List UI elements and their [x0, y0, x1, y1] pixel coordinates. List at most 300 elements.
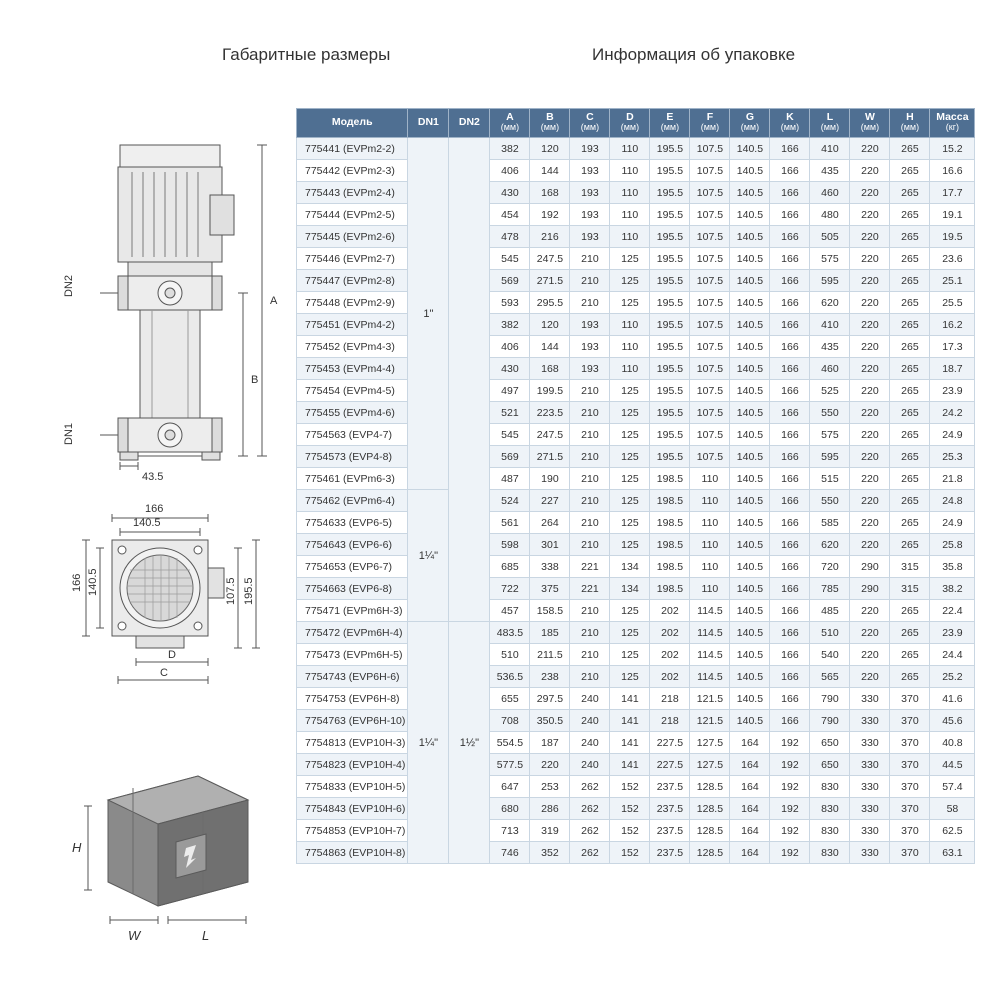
- cell-l: 435: [810, 336, 850, 358]
- cell-c: 240: [570, 732, 610, 754]
- cell-f: 121.5: [690, 688, 730, 710]
- cell-w: 220: [850, 402, 890, 424]
- cell-dn2: 1½": [449, 622, 490, 864]
- table-row: [297, 402, 975, 424]
- cell-l: 480: [810, 204, 850, 226]
- cell-b: 216: [530, 226, 570, 248]
- th-model: Модель: [297, 109, 408, 138]
- cell-model: 7754633 (EVP6-5): [297, 512, 408, 534]
- cell-l: 510: [810, 622, 850, 644]
- cell-mass: 24.9: [930, 424, 975, 446]
- page-title-packaging: Информация об упаковке: [592, 45, 796, 64]
- cell-b: 120: [530, 138, 570, 160]
- label-195-5: 195.5: [243, 577, 255, 605]
- cell-k: 166: [770, 578, 810, 600]
- cell-h: 265: [890, 644, 930, 666]
- cell-w: 220: [850, 622, 890, 644]
- cell-e: 237.5: [650, 842, 690, 864]
- cell-mass: 44.5: [930, 754, 975, 776]
- cell-e: 198.5: [650, 490, 690, 512]
- cell-l: 410: [810, 314, 850, 336]
- cell-e: 237.5: [650, 798, 690, 820]
- cell-l: 505: [810, 226, 850, 248]
- cell-l: 595: [810, 446, 850, 468]
- cell-mass: 58: [930, 798, 975, 820]
- cell-k: 166: [770, 226, 810, 248]
- cell-a: 483.5: [490, 622, 530, 644]
- cell-l: 620: [810, 292, 850, 314]
- cell-g: 140.5: [730, 138, 770, 160]
- cell-e: 202: [650, 622, 690, 644]
- cell-model: 7754823 (EVP10H-4): [297, 754, 408, 776]
- cell-h: 265: [890, 402, 930, 424]
- cell-b: 190: [530, 468, 570, 490]
- cell-w: 330: [850, 776, 890, 798]
- table-row: [297, 798, 975, 820]
- table-row: [297, 644, 975, 666]
- cell-g: 140.5: [730, 710, 770, 732]
- cell-d: 134: [610, 556, 650, 578]
- cell-a: 382: [490, 314, 530, 336]
- cell-l: 585: [810, 512, 850, 534]
- cell-k: 166: [770, 292, 810, 314]
- cell-a: 430: [490, 182, 530, 204]
- cell-d: 125: [610, 380, 650, 402]
- th-h: H (мм): [890, 109, 930, 138]
- cell-l: 790: [810, 710, 850, 732]
- cell-b: 319: [530, 820, 570, 842]
- cell-b: 199.5: [530, 380, 570, 402]
- table-body: [297, 138, 975, 864]
- cell-f: 110: [690, 490, 730, 512]
- cell-a: 406: [490, 336, 530, 358]
- cell-model: 775443 (EVPm2-4): [297, 182, 408, 204]
- cell-k: 166: [770, 160, 810, 182]
- cell-h: 265: [890, 292, 930, 314]
- cell-dn1: 1¼": [408, 622, 449, 864]
- cell-k: 166: [770, 710, 810, 732]
- cell-mass: 17.3: [930, 336, 975, 358]
- cell-g: 140.5: [730, 248, 770, 270]
- cell-g: 140.5: [730, 534, 770, 556]
- cell-model: 775454 (EVPm4-5): [297, 380, 408, 402]
- cell-model: 7754573 (EVP4-8): [297, 446, 408, 468]
- cell-f: 107.5: [690, 314, 730, 336]
- cell-d: 110: [610, 138, 650, 160]
- cell-e: 195.5: [650, 424, 690, 446]
- cell-model: 775442 (EVPm2-3): [297, 160, 408, 182]
- cell-f: 114.5: [690, 666, 730, 688]
- cell-w: 220: [850, 446, 890, 468]
- label-W: W: [128, 928, 141, 943]
- cell-l: 650: [810, 754, 850, 776]
- cell-d: 125: [610, 446, 650, 468]
- label-DN1: DN1: [63, 422, 75, 445]
- cell-g: 140.5: [730, 666, 770, 688]
- cell-d: 125: [610, 248, 650, 270]
- table-row: [297, 270, 975, 292]
- cell-h: 265: [890, 512, 930, 534]
- cell-c: 193: [570, 226, 610, 248]
- cell-l: 485: [810, 600, 850, 622]
- label-140-5-left: 140.5: [87, 568, 99, 596]
- cell-l: 525: [810, 380, 850, 402]
- cell-l: 650: [810, 732, 850, 754]
- cell-b: 192: [530, 204, 570, 226]
- cell-c: 221: [570, 556, 610, 578]
- cell-l: 720: [810, 556, 850, 578]
- table-row: [297, 160, 975, 182]
- cell-b: 168: [530, 182, 570, 204]
- cell-w: 220: [850, 358, 890, 380]
- cell-k: 166: [770, 468, 810, 490]
- cell-mass: 22.4: [930, 600, 975, 622]
- cell-e: 237.5: [650, 776, 690, 798]
- cell-b: 338: [530, 556, 570, 578]
- specifications-table: [296, 108, 975, 864]
- table-row: [297, 182, 975, 204]
- cell-d: 125: [610, 490, 650, 512]
- cell-d: 110: [610, 182, 650, 204]
- cell-g: 164: [730, 820, 770, 842]
- cell-e: 198.5: [650, 512, 690, 534]
- cell-l: 830: [810, 842, 850, 864]
- cell-mass: 18.7: [930, 358, 975, 380]
- cell-k: 192: [770, 842, 810, 864]
- cell-k: 192: [770, 820, 810, 842]
- cell-d: 110: [610, 204, 650, 226]
- cell-c: 210: [570, 468, 610, 490]
- cell-h: 315: [890, 578, 930, 600]
- cell-f: 110: [690, 534, 730, 556]
- cell-c: 210: [570, 600, 610, 622]
- cell-h: 265: [890, 600, 930, 622]
- cell-h: 265: [890, 534, 930, 556]
- cell-mass: 62.5: [930, 820, 975, 842]
- cell-d: 125: [610, 270, 650, 292]
- cell-a: 510: [490, 644, 530, 666]
- cell-d: 152: [610, 776, 650, 798]
- cell-d: 125: [610, 622, 650, 644]
- cell-model: 7754853 (EVP10H-7): [297, 820, 408, 842]
- cell-l: 830: [810, 820, 850, 842]
- cell-b: 286: [530, 798, 570, 820]
- table-row: [297, 534, 975, 556]
- cell-w: 290: [850, 578, 890, 600]
- cell-c: 221: [570, 578, 610, 600]
- cell-f: 107.5: [690, 182, 730, 204]
- cell-b: 247.5: [530, 424, 570, 446]
- cell-f: 107.5: [690, 204, 730, 226]
- cell-f: 107.5: [690, 138, 730, 160]
- cell-model: 775473 (EVPm6H-5): [297, 644, 408, 666]
- cell-model: 7754753 (EVP6H-8): [297, 688, 408, 710]
- cell-g: 164: [730, 798, 770, 820]
- cell-l: 565: [810, 666, 850, 688]
- cell-e: 218: [650, 710, 690, 732]
- cell-h: 265: [890, 270, 930, 292]
- cell-g: 164: [730, 842, 770, 864]
- cell-c: 193: [570, 336, 610, 358]
- cell-w: 220: [850, 160, 890, 182]
- cell-f: 107.5: [690, 336, 730, 358]
- cell-mass: 16.2: [930, 314, 975, 336]
- cell-k: 166: [770, 446, 810, 468]
- cell-model: 7754813 (EVP10H-3): [297, 732, 408, 754]
- cell-e: 195.5: [650, 336, 690, 358]
- cell-l: 830: [810, 798, 850, 820]
- cell-a: 497: [490, 380, 530, 402]
- cell-c: 240: [570, 688, 610, 710]
- th-dn2: DN2: [449, 109, 490, 138]
- cell-e: 195.5: [650, 248, 690, 270]
- table-row: [297, 556, 975, 578]
- cell-k: 166: [770, 556, 810, 578]
- cell-e: 195.5: [650, 358, 690, 380]
- cell-w: 220: [850, 534, 890, 556]
- cell-g: 164: [730, 732, 770, 754]
- cell-f: 128.5: [690, 842, 730, 864]
- cell-d: 125: [610, 512, 650, 534]
- cell-w: 330: [850, 732, 890, 754]
- cell-a: 680: [490, 798, 530, 820]
- cell-d: 110: [610, 358, 650, 380]
- cell-d: 110: [610, 314, 650, 336]
- cell-e: 237.5: [650, 820, 690, 842]
- cell-k: 192: [770, 798, 810, 820]
- cell-b: 185: [530, 622, 570, 644]
- cell-mass: 23.9: [930, 380, 975, 402]
- cell-b: 264: [530, 512, 570, 534]
- cell-e: 227.5: [650, 754, 690, 776]
- cell-a: 708: [490, 710, 530, 732]
- cell-c: 262: [570, 776, 610, 798]
- cell-d: 110: [610, 336, 650, 358]
- cell-b: 301: [530, 534, 570, 556]
- cell-f: 114.5: [690, 622, 730, 644]
- cell-a: 554.5: [490, 732, 530, 754]
- cell-g: 140.5: [730, 424, 770, 446]
- cell-h: 265: [890, 314, 930, 336]
- cell-f: 107.5: [690, 424, 730, 446]
- cell-b: 238: [530, 666, 570, 688]
- cell-l: 620: [810, 534, 850, 556]
- cell-a: 561: [490, 512, 530, 534]
- label-B: B: [251, 374, 259, 386]
- cell-c: 210: [570, 644, 610, 666]
- cell-k: 166: [770, 182, 810, 204]
- cell-f: 110: [690, 468, 730, 490]
- cell-b: 227: [530, 490, 570, 512]
- th-c: C (мм): [570, 109, 610, 138]
- cell-c: 193: [570, 182, 610, 204]
- cell-mass: 41.6: [930, 688, 975, 710]
- cell-h: 265: [890, 182, 930, 204]
- cell-k: 166: [770, 138, 810, 160]
- cell-model: 7754663 (EVP6-8): [297, 578, 408, 600]
- cell-c: 193: [570, 160, 610, 182]
- cell-d: 134: [610, 578, 650, 600]
- cell-e: 195.5: [650, 204, 690, 226]
- cell-a: 457: [490, 600, 530, 622]
- cell-l: 410: [810, 138, 850, 160]
- cell-d: 141: [610, 732, 650, 754]
- cell-b: 271.5: [530, 446, 570, 468]
- drawing-svg: [0, 100, 290, 980]
- cell-f: 107.5: [690, 270, 730, 292]
- cell-c: 210: [570, 622, 610, 644]
- cell-mass: 19.1: [930, 204, 975, 226]
- cell-l: 515: [810, 468, 850, 490]
- table-row: [297, 512, 975, 534]
- cell-model: 775446 (EVPm2-7): [297, 248, 408, 270]
- cell-mass: 24.4: [930, 644, 975, 666]
- cell-f: 110: [690, 556, 730, 578]
- cell-h: 370: [890, 732, 930, 754]
- cell-h: 265: [890, 358, 930, 380]
- cell-model: 7754833 (EVP10H-5): [297, 776, 408, 798]
- cell-h: 265: [890, 226, 930, 248]
- th-a: A (мм): [490, 109, 530, 138]
- cell-k: 166: [770, 644, 810, 666]
- cell-l: 460: [810, 358, 850, 380]
- cell-w: 220: [850, 644, 890, 666]
- table-row: [297, 710, 975, 732]
- cell-g: 164: [730, 754, 770, 776]
- cell-f: 107.5: [690, 380, 730, 402]
- cell-f: 107.5: [690, 160, 730, 182]
- table-row: [297, 138, 975, 160]
- cell-e: 195.5: [650, 160, 690, 182]
- cell-mass: 24.2: [930, 402, 975, 424]
- cell-k: 166: [770, 512, 810, 534]
- cell-e: 198.5: [650, 534, 690, 556]
- cell-l: 595: [810, 270, 850, 292]
- cell-w: 220: [850, 248, 890, 270]
- cell-b: 253: [530, 776, 570, 798]
- cell-b: 187: [530, 732, 570, 754]
- cell-f: 107.5: [690, 292, 730, 314]
- cell-model: 7754843 (EVP10H-6): [297, 798, 408, 820]
- cell-c: 210: [570, 512, 610, 534]
- cell-f: 107.5: [690, 226, 730, 248]
- cell-f: 128.5: [690, 798, 730, 820]
- table-row: [297, 358, 975, 380]
- th-f: F (мм): [690, 109, 730, 138]
- cell-w: 220: [850, 512, 890, 534]
- table-row: [297, 380, 975, 402]
- cell-model: 775451 (EVPm4-2): [297, 314, 408, 336]
- table-row: [297, 776, 975, 798]
- cell-a: 593: [490, 292, 530, 314]
- table-row: [297, 248, 975, 270]
- cell-f: 128.5: [690, 776, 730, 798]
- cell-c: 262: [570, 798, 610, 820]
- cell-mass: 45.6: [930, 710, 975, 732]
- cell-g: 140.5: [730, 314, 770, 336]
- cell-g: 140.5: [730, 556, 770, 578]
- cell-b: 144: [530, 160, 570, 182]
- cell-mass: 19.5: [930, 226, 975, 248]
- cell-k: 166: [770, 490, 810, 512]
- cell-w: 220: [850, 292, 890, 314]
- cell-model: 775455 (EVPm4-6): [297, 402, 408, 424]
- cell-k: 166: [770, 204, 810, 226]
- cell-f: 110: [690, 512, 730, 534]
- cell-model: 775452 (EVPm4-3): [297, 336, 408, 358]
- table-row: [297, 666, 975, 688]
- page-title-dimensions: Габаритные размеры: [222, 45, 391, 64]
- cell-h: 370: [890, 688, 930, 710]
- cell-g: 140.5: [730, 336, 770, 358]
- cell-w: 330: [850, 688, 890, 710]
- cell-l: 460: [810, 182, 850, 204]
- label-107-5: 107.5: [225, 577, 237, 605]
- cell-b: 120: [530, 314, 570, 336]
- table-header-row: [297, 109, 975, 138]
- cell-h: 370: [890, 798, 930, 820]
- label-DN2: DN2: [63, 274, 75, 297]
- cell-a: 685: [490, 556, 530, 578]
- cell-h: 370: [890, 710, 930, 732]
- cell-c: 240: [570, 710, 610, 732]
- cell-h: 265: [890, 468, 930, 490]
- cell-mass: 57.4: [930, 776, 975, 798]
- cell-model: 7754563 (EVP4-7): [297, 424, 408, 446]
- cell-a: 569: [490, 270, 530, 292]
- cell-a: 577.5: [490, 754, 530, 776]
- cell-b: 247.5: [530, 248, 570, 270]
- cell-mass: 63.1: [930, 842, 975, 864]
- cell-mass: 21.8: [930, 468, 975, 490]
- table-row: [297, 842, 975, 864]
- cell-h: 265: [890, 336, 930, 358]
- cell-e: 198.5: [650, 556, 690, 578]
- cell-a: 430: [490, 358, 530, 380]
- table-row: [297, 314, 975, 336]
- th-b: B (мм): [530, 109, 570, 138]
- cell-f: 110: [690, 578, 730, 600]
- cell-e: 202: [650, 644, 690, 666]
- cell-b: 220: [530, 754, 570, 776]
- cell-model: 7754743 (EVP6H-6): [297, 666, 408, 688]
- cell-d: 141: [610, 710, 650, 732]
- cell-b: 223.5: [530, 402, 570, 424]
- cell-f: 121.5: [690, 710, 730, 732]
- cell-w: 220: [850, 204, 890, 226]
- cell-g: 140.5: [730, 600, 770, 622]
- cell-b: 144: [530, 336, 570, 358]
- cell-g: 164: [730, 776, 770, 798]
- th-g: G (мм): [730, 109, 770, 138]
- table-row: [297, 446, 975, 468]
- cell-d: 125: [610, 666, 650, 688]
- cell-mass: 24.9: [930, 512, 975, 534]
- cell-mass: 25.3: [930, 446, 975, 468]
- cell-e: 218: [650, 688, 690, 710]
- cell-w: 330: [850, 842, 890, 864]
- technical-drawings: [0, 100, 290, 980]
- cell-g: 140.5: [730, 512, 770, 534]
- cell-a: 598: [490, 534, 530, 556]
- cell-k: 166: [770, 358, 810, 380]
- cell-c: 193: [570, 204, 610, 226]
- cell-a: 545: [490, 248, 530, 270]
- cell-g: 140.5: [730, 622, 770, 644]
- table-row: [297, 622, 975, 644]
- cell-h: 265: [890, 138, 930, 160]
- cell-c: 262: [570, 820, 610, 842]
